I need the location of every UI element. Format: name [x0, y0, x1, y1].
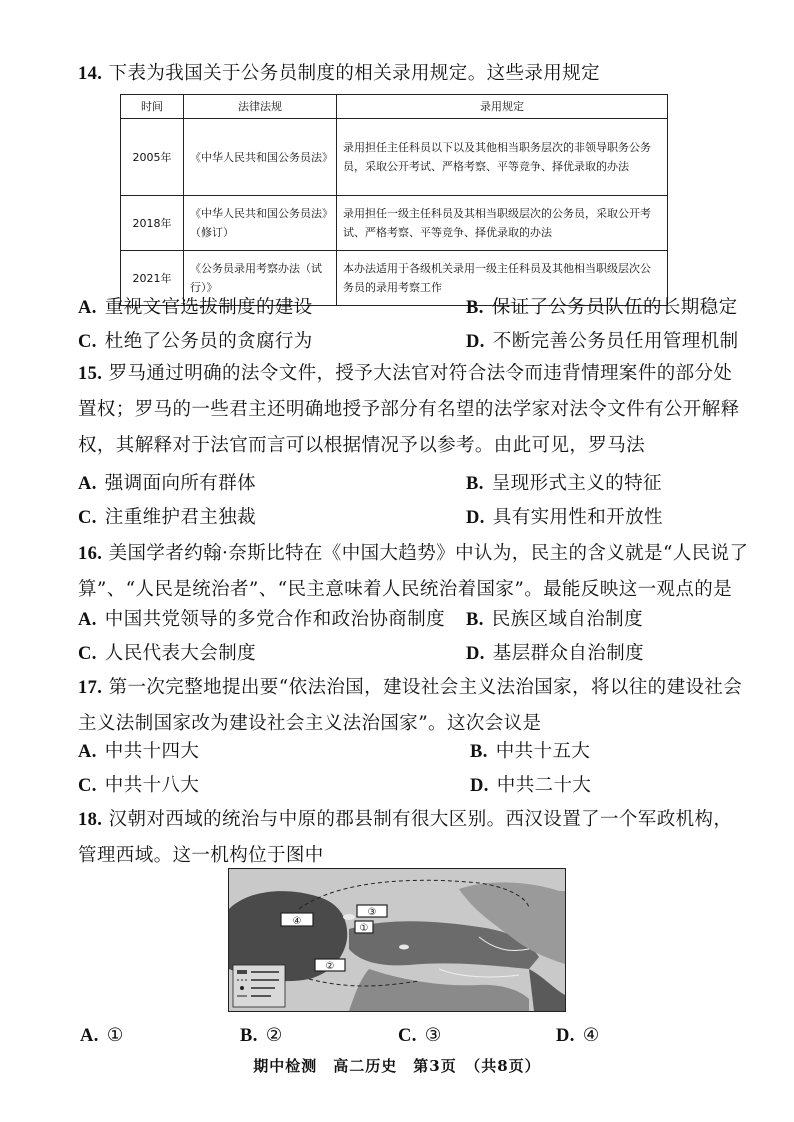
option-a[interactable]: A. 中共十四大 — [78, 741, 200, 762]
table-cell-rule: 录用担任主任科员以下以及其他相当职务层次的非领导职务公务员，采取公开考试、严格考察、平等竞争、择优录取的办法 — [337, 119, 668, 196]
option-a[interactable]: A. 中国共党领导的多党合作和政治协商制度 — [78, 609, 445, 630]
table-cell-rule: 本办法适用于各级机关录用一级主任科员及其他相当职级层次公务员的录用考察工作 — [337, 251, 668, 306]
question-number: 15. — [78, 364, 103, 384]
page-footer: 期中检测 高二历史 第3页 （共8页） — [253, 1057, 541, 1075]
option-d[interactable]: D. 具有实用性和开放性 — [466, 507, 663, 528]
option-d[interactable]: D. 中共二十大 — [470, 775, 592, 796]
option-c[interactable]: C. 杜绝了公务员的贪腐行为 — [78, 331, 313, 352]
option-a[interactable]: A. 强调面向所有群体 — [78, 473, 256, 494]
table-cell-law: 《中华人民共和国公务员法》（修订） — [184, 196, 337, 251]
question-number: 17. — [78, 678, 103, 698]
map-marker-4: ④ — [292, 916, 302, 927]
table-cell-rule: 录用担任一级主任科员及其相当职级层次的公务员，采取公开考试、严格考察、平等竞争、择优录取的办法 — [337, 196, 668, 251]
question-17-stem — [78, 670, 750, 742]
option-b[interactable]: B. 中共十五大 — [470, 741, 591, 762]
question-text: 美国学者约翰·奈斯比特在《中国大趋势》中认为，民主的含义就是“人民说了算”、“人民是统治者”、“民主意味着人民统治着国家”。最能反映这一观点的是 — [78, 543, 749, 600]
question-16-stem — [78, 536, 750, 608]
option-b[interactable]: B. 呈现形式主义的特征 — [466, 473, 662, 494]
table-cell-law: 《公务员录用考察办法（试行）》 — [184, 251, 337, 306]
option-d[interactable]: D. ④ — [556, 1025, 600, 1046]
table-header-rule: 录用规定 — [337, 95, 668, 119]
question-14-stem — [78, 56, 750, 92]
option-c[interactable]: C. ③ — [398, 1025, 442, 1046]
option-b[interactable]: B. 民族区域自治制度 — [466, 609, 643, 630]
option-a[interactable]: A. 重视文官选拔制度的建设 — [78, 297, 313, 318]
question-text: 第一次完整地提出要“依法治国，建设社会主义法治国家，将以往的建设社会主义法制国家改为建设社会主义法治国家”。这次会议是 — [78, 677, 743, 734]
option-c[interactable]: C. 中共十八大 — [78, 775, 200, 796]
map-marker-2: ② — [325, 961, 335, 972]
question-15-stem — [78, 356, 750, 464]
table-cell-law: 《中华人民共和国公务员法》 — [184, 119, 337, 196]
table-header-time: 时间 — [121, 95, 184, 119]
western-regions-map — [228, 868, 566, 1012]
map-graphic — [229, 869, 565, 1011]
regulation-table — [120, 94, 668, 306]
option-b[interactable]: B. ② — [240, 1025, 283, 1046]
map-marker-1: ① — [359, 923, 369, 934]
question-number: 14. — [78, 64, 103, 84]
option-c[interactable]: C. 人民代表大会制度 — [78, 643, 256, 664]
option-a[interactable]: A. ① — [80, 1025, 124, 1046]
question-18-stem — [78, 802, 750, 874]
question-number: 18. — [78, 810, 103, 830]
option-c[interactable]: C. 注重维护君主独裁 — [78, 507, 256, 528]
table-cell-year: 2005年 — [121, 119, 184, 196]
question-text: 汉朝对西域的统治与中原的郡县制有很大区别。西汉设置了一个军政机构，管理西域。这一机构位于图中 — [78, 809, 733, 866]
table-row — [121, 119, 668, 196]
option-b[interactable]: B. 保证了公务员队伍的长期稳定 — [466, 297, 738, 318]
table-row — [121, 196, 668, 251]
question-number: 16. — [78, 544, 103, 564]
table-cell-year: 2018年 — [121, 196, 184, 251]
question-text: 下表为我国关于公务员制度的相关录用规定。这些录用规定 — [108, 63, 601, 84]
table-cell-year: 2021年 — [121, 251, 184, 306]
map-marker-3: ③ — [367, 907, 377, 918]
option-d[interactable]: D. 基层群众自治制度 — [466, 643, 644, 664]
table-header-law: 法律法规 — [184, 95, 337, 119]
option-d[interactable]: D. 不断完善公务员任用管理机制 — [466, 331, 739, 352]
question-text: 罗马通过明确的法令文件，授予大法官对符合法令而违背情理案件的部分处置权；罗马的一些君主还明确地授予部分有名望的法学家对法令文件有公开解释权，其解释对于法官而言可以根据情况予以参考。由此可见，罗马法 — [78, 363, 740, 456]
